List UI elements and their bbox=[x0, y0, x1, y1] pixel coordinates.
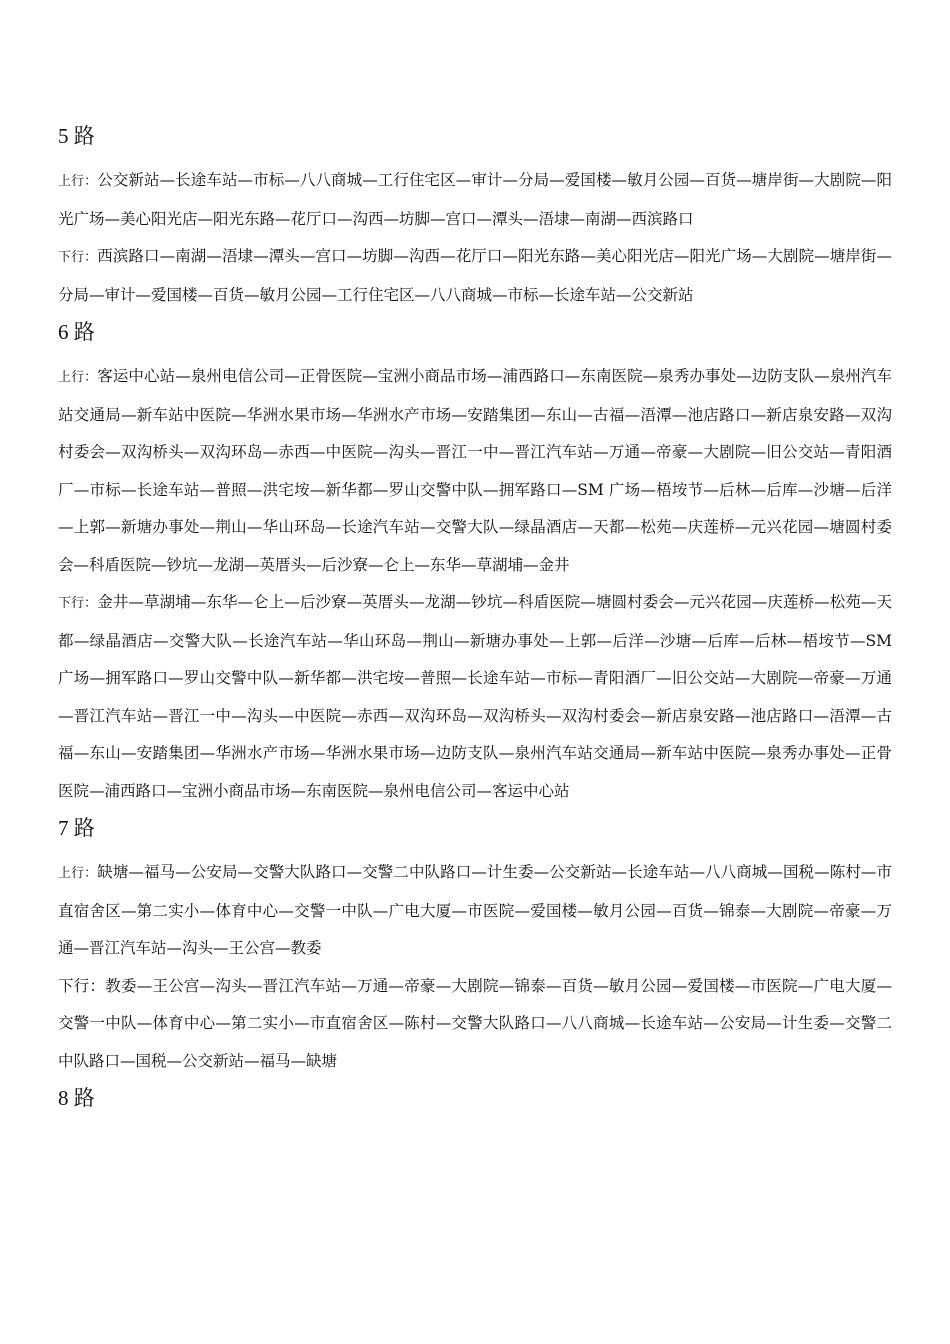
stop-list: 教委—王公宫—沟头—晋江汽车站—万通—帝豪—大剧院—锦泰—百货—敏月公园—爱国楼—市医院—广电大厦—交警一中队—体育中心—第二实小—市直宿舍区—陈村—交警大队路口—八八商城—长途车站—公安局—计生委—交警二中队路口—国税—公交新站—福马—缺塘 bbox=[58, 976, 892, 1070]
stop-list: 缺塘—福马—公安局—交警大队路口—交警二中队路口—计生委—公交新站—长途车站—八八商城—国税—陈村—市直宿舍区—第二实小—体育中心—交警一中队—广电大厦—市医院—爱国楼—敏月公园—百货—锦泰—大剧院—帝豪—万通—晋江汽车站—沟头—王公宫—教委 bbox=[58, 863, 892, 957]
direction-label: 上行： bbox=[58, 174, 98, 189]
route-5-down bbox=[58, 238, 892, 314]
route-5-up bbox=[58, 162, 892, 238]
direction-label: 上行： bbox=[58, 866, 98, 881]
route-title: 6 路 bbox=[58, 320, 95, 344]
direction-label: 下行： bbox=[58, 596, 98, 611]
stop-list: 公交新站—长途车站—市标—八八商城—工行住宅区—审计—分局—爱国楼—敏月公园—百货—塘岸街—大剧院—阳光广场—美心阳光店—阳光东路—花厅口—沟西—坊脚—宫口—潭头—浯埭—南湖—西滨路口 bbox=[58, 171, 892, 228]
direction-label: 下行： bbox=[58, 250, 98, 265]
route-5 bbox=[58, 118, 892, 314]
route-8 bbox=[58, 1080, 892, 1116]
route-7 bbox=[58, 810, 892, 1080]
direction-label: 上行： bbox=[58, 370, 98, 385]
route-title: 7 路 bbox=[58, 816, 95, 840]
stop-list: 西滨路口—南湖—浯埭—潭头—宫口—坊脚—沟西—花厅口—阳光东路—美心阳光店—阳光广场—大剧院—塘岸街—分局—审计—爱国楼—百货—敏月公园—工行住宅区—八八商城—市标—长途车站—公交新站 bbox=[58, 247, 892, 304]
route-6-up bbox=[58, 358, 892, 584]
route-title: 8 路 bbox=[58, 1086, 95, 1110]
stop-list: 客运中心站—泉州电信公司—正骨医院—宝洲小商品市场—浦西路口—东南医院—泉秀办事处—边防支队—泉州汽车站交通局—新车站中医院—华洲水果市场—华洲水产市场—安踏集团—东山—古福—浯潭—池店路口—新店泉安路—双沟村委会—双沟桥头—双沟环岛—赤西—中医院—沟头—晋江一中—晋江汽车站—万通—帝豪—大剧院—旧公交站—青阳酒厂—市标—长途车站—普照—洪宅垵—新华都—罗山交警中队—拥军路口—SM 广场—梧垵节—后林—后库—沙塘—后洋—上郭—新塘办事处—荆山—华山环岛—长途汽车站—交警大队—绿晶酒店—天都—松苑—庆莲桥—元兴花园—塘圆村委会—科盾医院—钞坑—龙湖—英厝头—后沙寮—仑上—东华—草湖埔—金井 bbox=[58, 367, 892, 574]
route-title: 5 路 bbox=[58, 124, 95, 148]
route-6 bbox=[58, 314, 892, 810]
direction-label: 下行： bbox=[58, 976, 106, 995]
route-7-up bbox=[58, 854, 892, 968]
route-6-down bbox=[58, 584, 892, 810]
route-7-down bbox=[58, 968, 892, 1081]
stop-list: 金井—草湖埔—东华—仑上—后沙寮—英厝头—龙湖—钞坑—科盾医院—塘圆村委会—元兴花园—庆莲桥—松苑—天都—绿晶酒店—交警大队—长途汽车站—华山环岛—荆山—新塘办事处—上郭—后洋—沙塘—后库—后林—梧垵节—SM 广场—拥军路口—罗山交警中队—新华都—洪宅垵—普照—长途车站—市标—青阳酒厂—旧公交站—大剧院—帝豪—万通—晋江汽车站—晋江一中—沟头—中医院—赤西—双沟环岛—双沟桥头—双沟村委会—新店泉安路—池店路口—浯潭—古福—东山—安踏集团—华洲水产市场—华洲水果市场—边防支队—泉州汽车站交通局—新车站中医院—泉秀办事处—正骨医院—浦西路口—宝洲小商品市场—东南医院—泉州电信公司—客运中心站 bbox=[58, 593, 892, 800]
